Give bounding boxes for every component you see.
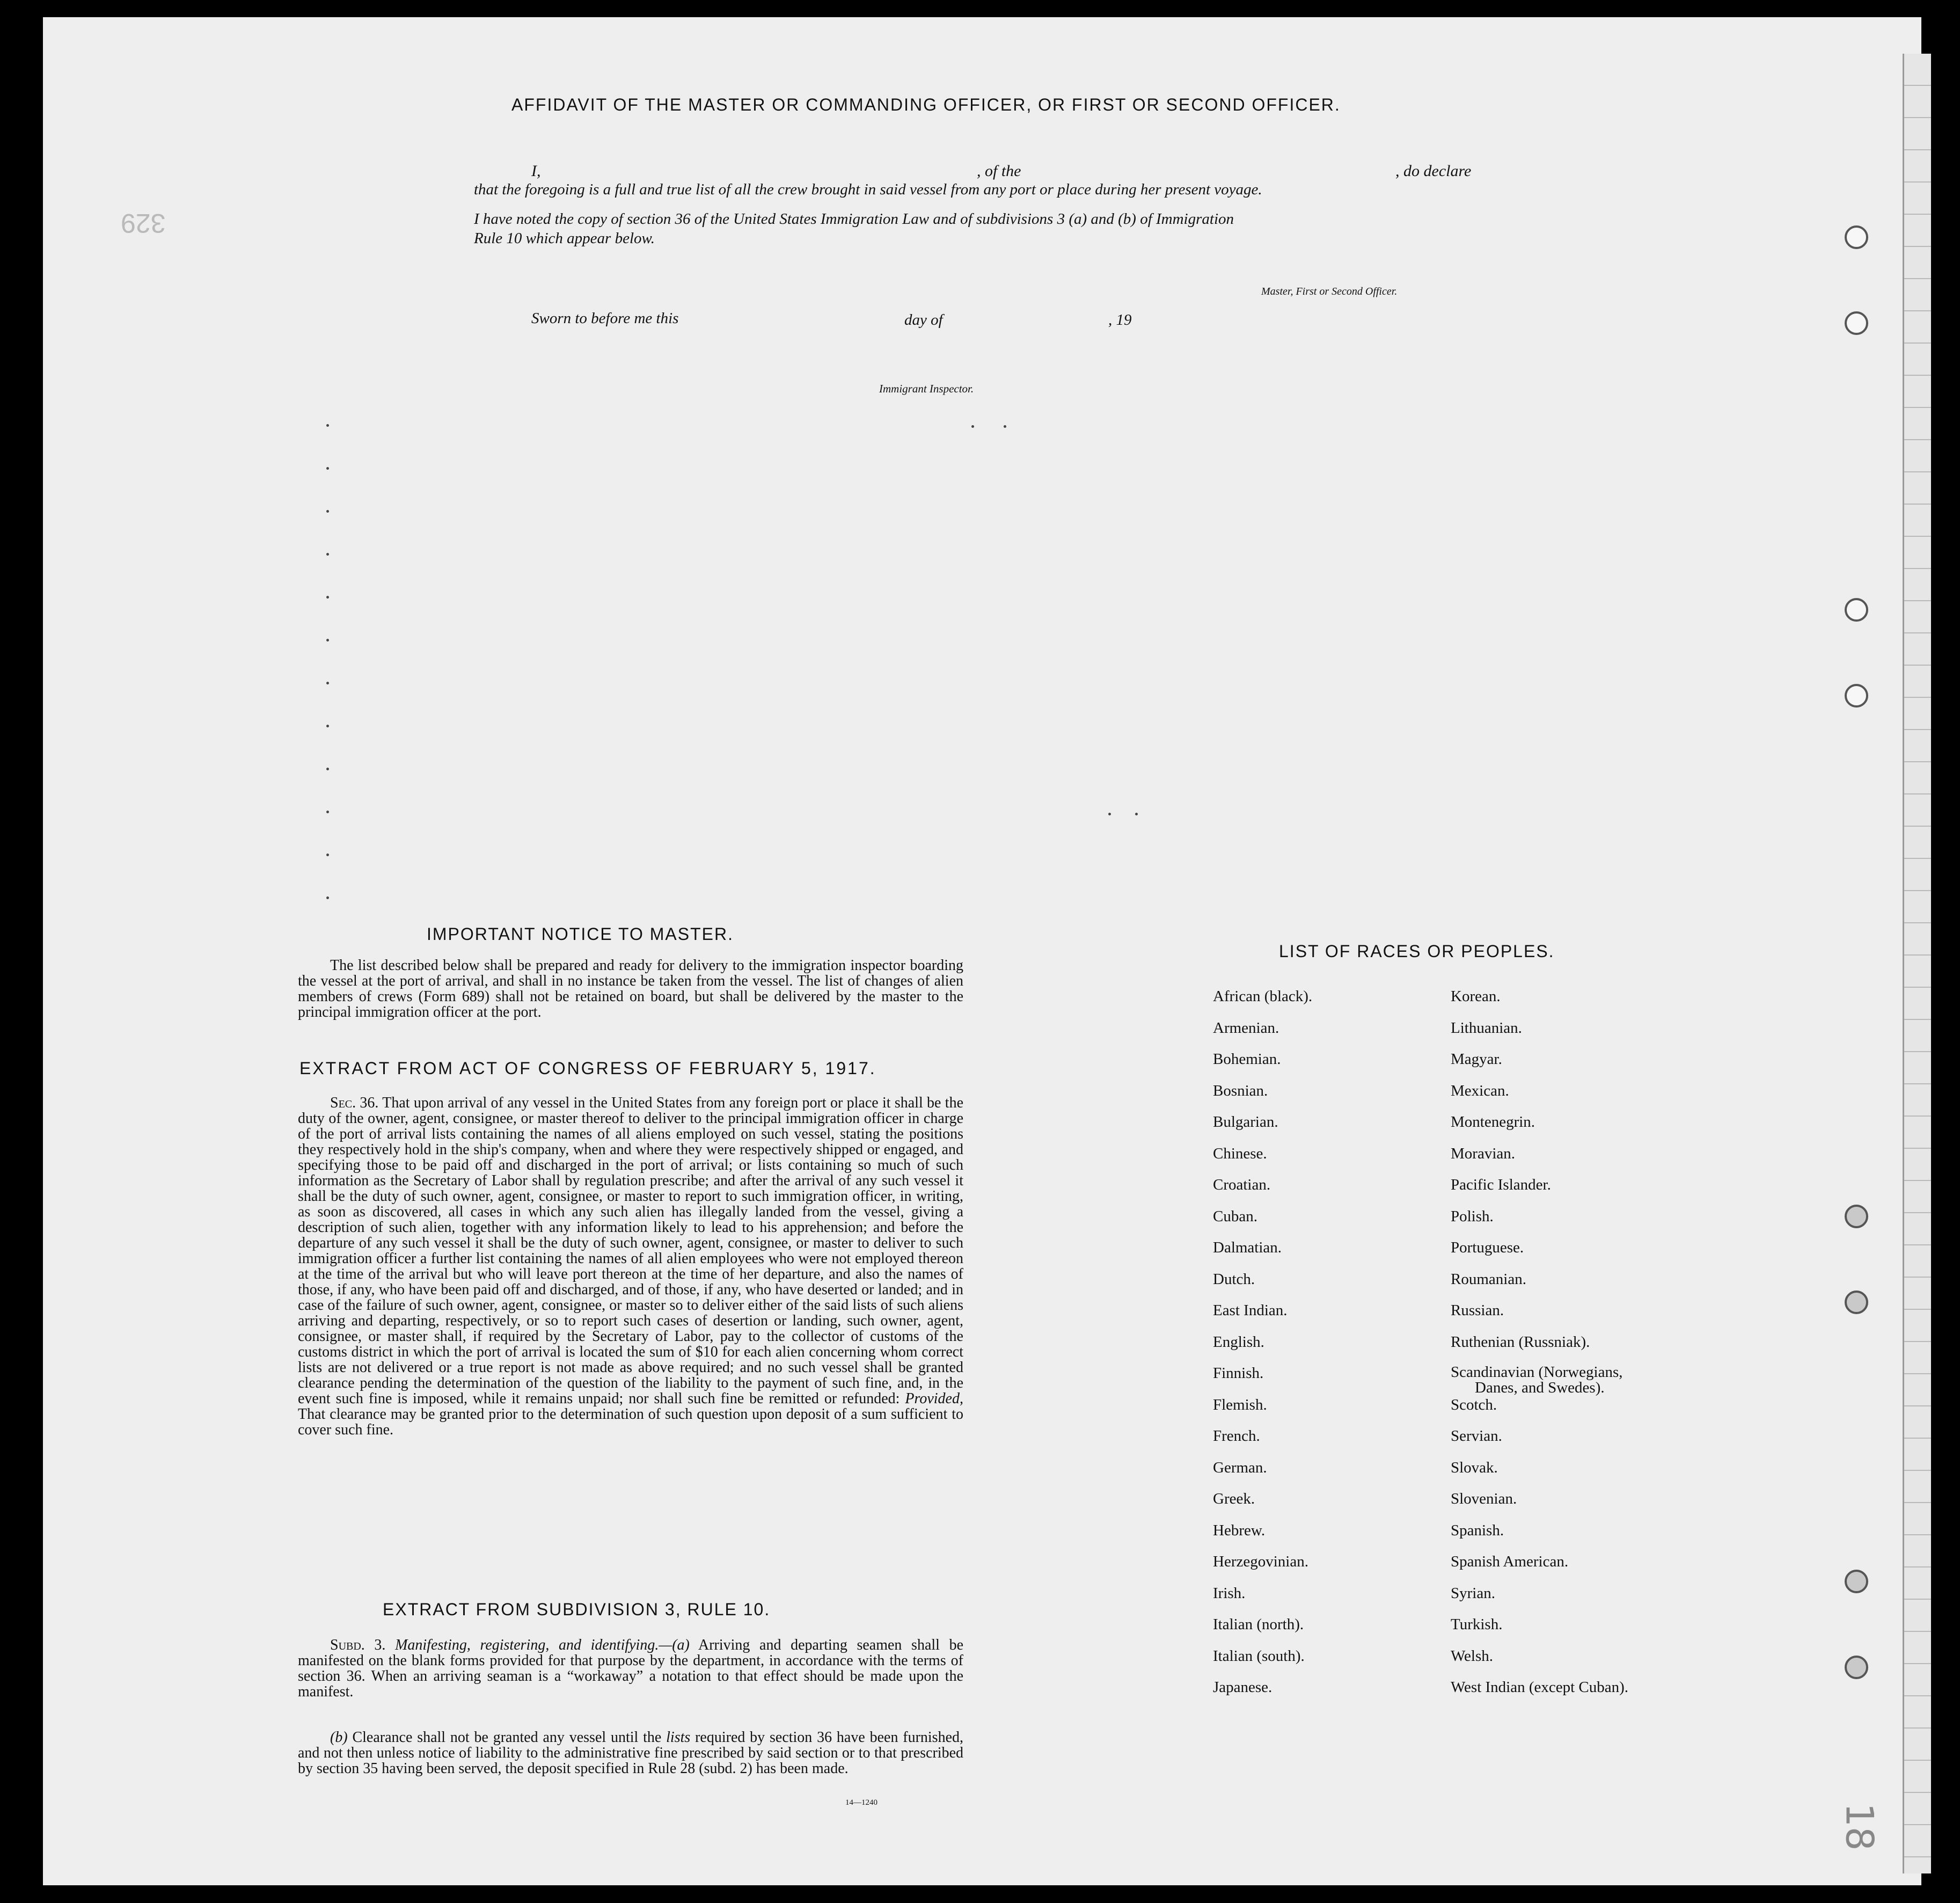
race-item: Dutch. — [1213, 1270, 1255, 1288]
punch-hole-8 — [1845, 1656, 1868, 1679]
race-item: Moravian. — [1451, 1144, 1515, 1162]
rule-extract-text-b — [298, 1730, 963, 1776]
race-item: Dalmatian. — [1213, 1239, 1282, 1256]
subd-3-label: Subd. 3. — [330, 1637, 386, 1653]
race-item: Korean. — [1451, 988, 1501, 1005]
race-item: Portuguese. — [1451, 1239, 1524, 1256]
race-item: Syrian. — [1451, 1584, 1495, 1602]
speck-dot — [326, 768, 329, 770]
race-item: Russian. — [1451, 1302, 1504, 1319]
punch-hole-6 — [1845, 1290, 1868, 1314]
master-signature-label: Master, First or Second Officer. — [1261, 286, 1398, 297]
form-code: 14—1240 — [845, 1798, 877, 1807]
punch-hole-1 — [1845, 225, 1868, 249]
year-label: , 19 — [1108, 311, 1132, 329]
rule-text-b1: Clearance shall not be granted any vessel until the — [352, 1729, 662, 1746]
speck-dot — [1004, 425, 1006, 428]
left-margin-stamp: 329 — [121, 208, 166, 238]
race-item: Slovak. — [1451, 1459, 1498, 1476]
race-item: Scandinavian (Norwegians, — [1451, 1364, 1623, 1381]
speck-dot — [326, 510, 329, 513]
race-item: Irish. — [1213, 1584, 1246, 1602]
race-item: Pacific Islander. — [1451, 1176, 1551, 1193]
act-extract-title: EXTRACT FROM ACT OF CONGRESS OF FEBRUARY 5, 1917. — [299, 1059, 876, 1078]
race-item: Flemish. — [1213, 1396, 1267, 1413]
race-item: Polish. — [1451, 1207, 1494, 1225]
race-item: Bosnian. — [1213, 1082, 1268, 1099]
speck-dot — [326, 811, 329, 813]
race-item: Lithuanian. — [1451, 1019, 1522, 1037]
race-item: Magyar. — [1451, 1051, 1502, 1068]
race-item: Armenian. — [1213, 1019, 1279, 1037]
binding-edge — [1903, 54, 1931, 1873]
race-item: Ruthenian (Russniak). — [1451, 1333, 1590, 1351]
sec-36-label: Sec. 36. — [330, 1095, 379, 1111]
speck-dot — [326, 553, 329, 556]
affidavit-line-3: I have noted the copy of section 36 of the United States Immigration Law and of subdivisions 3 (a) and (b) of Immigration — [474, 210, 1234, 228]
punch-hole-3 — [1845, 598, 1868, 622]
affidavit-of-the: , of the — [977, 162, 1021, 180]
speck-dot — [1108, 813, 1111, 815]
speck-dot — [1135, 813, 1138, 815]
race-item: Scotch. — [1451, 1396, 1497, 1413]
race-item-scandinavian — [1451, 1365, 1628, 1396]
day-of-label: day of — [904, 311, 943, 329]
race-item: East Indian. — [1213, 1302, 1288, 1319]
race-item: Montenegrin. — [1451, 1113, 1535, 1131]
race-item: Italian (north). — [1213, 1616, 1304, 1633]
race-item: English. — [1213, 1333, 1264, 1351]
provided-word: Provided, — [905, 1390, 963, 1407]
speck-dot — [326, 596, 329, 599]
act-extract-text — [298, 1095, 963, 1438]
speck-dot — [326, 682, 329, 684]
race-item: Roumanian. — [1451, 1270, 1526, 1288]
races-left-column — [1213, 988, 1312, 1710]
race-item: Spanish. — [1451, 1521, 1504, 1539]
notice-title: IMPORTANT NOTICE TO MASTER. — [427, 924, 734, 944]
speck-dot — [326, 639, 329, 641]
race-item: Japanese. — [1213, 1679, 1272, 1696]
affidavit-line-2: that the foregoing is a full and true list of all the crew brought in said vessel from any port or place during her present voyage. — [474, 181, 1262, 198]
act-text-end: That clearance may be granted prior to the determination of such question upon deposit of a sum sufficient to cover such fine. — [298, 1406, 963, 1438]
act-text-body: That upon arrival of any vessel in the United States from any foreign port or place it shall be the duty of the owner, agent, consignee, or master thereof to deliver to the principal immigration officer in charge of the port of arrival lists containing the names of all aliens employed on such vessel, stating the positions they respectively hold in the ship's company, when and where they were respectively shipped or engaged, and specifying those to be paid off and discharged in the port of arrival; or lists containing so much of such information as the Secretary of Labor shall by regulation prescribe; and after the arrival of any such vessel it shall be the duty of such owner, agent, consignee, or master to report to such immigration officer, in writing, as soon as discovered, all cases in which any such alien has illegally landed from the vessel, giving a description of such alien, together with any information likely to lead to his apprehension; and before the departure of any such vessel it shall be the duty of such owner, agent, consignee, or master to deliver to such immigration officer a further list containing the names of all alien employees who were not employed thereon at the time of the arrival but who will leave port thereon at the time of her departure, and also the names of those, if any, who have been paid off and discharged, and of those, if any, who have deserted or landed; and in case of the failure of such owner, agent, consignee, or master so to deliver either of the said lists of such aliens arriving and departing, respectively, or so to report such cases of desertion or landing, such owner, agent, consignee, or master shall, if required by the Secretary of Labor, pay to the collector of customs of the customs district in which the port of arrival is located the sum of $10 for each alien concerning whom correct lists are not delivered or a true report is not made as above required; and no such vessel shall be granted clearance pending the determination of the question of the liability to the payment of such fine, and, in the event such fine is imposed, while it remains unpaid; nor shall such fine be remitted or refunded: — [298, 1095, 963, 1407]
rule-extract-title: EXTRACT FROM SUBDIVISION 3, RULE 10. — [383, 1600, 771, 1619]
subd-heading: Manifesting, registering, and identifying.—(a) — [395, 1637, 690, 1653]
affidavit-i-label: I, — [531, 162, 541, 180]
affidavit-line-4: Rule 10 which appear below. — [474, 230, 655, 247]
races-title: LIST OF RACES OR PEOPLES. — [1279, 942, 1555, 961]
race-item: Hebrew. — [1213, 1521, 1266, 1539]
race-item: Mexican. — [1451, 1082, 1509, 1099]
notice-text-body: The list described below shall be prepared and ready for delivery to the immigration inspector boarding the vessel at the port of arrival, and shall in no instance be taken from the vessel. The list of changes of alien members of crews (Form 689) shall not be retained on board, but shall be delivered by the master to the principal immigration officer at the port. — [298, 957, 963, 1020]
rule-text-a: Arriving and departing seamen shall be manifested on the blank forms provided for that purpose by the department, in accordance with the terms of section 36. When an arriving seaman is a “workaway” a notation to that effect should be made upon the manifest. — [298, 1637, 964, 1700]
speck-dot — [326, 854, 329, 856]
speck-dot — [326, 467, 329, 470]
race-item: Turkish. — [1451, 1616, 1503, 1633]
race-item: Slovenian. — [1451, 1490, 1517, 1507]
race-item: Cuban. — [1213, 1207, 1257, 1225]
notice-text — [298, 958, 963, 1020]
race-item: Bulgarian. — [1213, 1113, 1278, 1131]
speck-dot — [326, 424, 329, 427]
race-item: Italian (south). — [1213, 1647, 1305, 1665]
race-item: Greek. — [1213, 1490, 1255, 1507]
race-item: West Indian (except Cuban). — [1451, 1679, 1629, 1696]
race-item: Croatian. — [1213, 1176, 1271, 1193]
speck-dot — [971, 425, 974, 428]
rule-extract-text-a — [298, 1637, 963, 1700]
punch-hole-7 — [1845, 1570, 1868, 1593]
races-right-column — [1451, 988, 1628, 1710]
race-item: Spanish American. — [1451, 1553, 1569, 1570]
punch-hole-5 — [1845, 1205, 1868, 1228]
affidavit-do-declare: , do declare — [1395, 162, 1472, 180]
race-item: Herzegovinian. — [1213, 1553, 1308, 1570]
rule-text-b2: required by section 36 have been furnished, and not then unless notice of liability to the administrative fine prescribed by said section or to that prescribed by section 35 having been served, the deposit specified in Rule 28 (subd. 2) has been made. — [298, 1729, 964, 1777]
race-item: Bohemian. — [1213, 1051, 1281, 1068]
lists-word: lists — [666, 1729, 691, 1746]
sworn-label: Sworn to before me this — [531, 310, 679, 327]
punch-hole-4 — [1845, 684, 1868, 708]
speck-dot — [326, 725, 329, 727]
race-item: Finnish. — [1213, 1365, 1264, 1382]
page-number: 18 — [1837, 1803, 1882, 1851]
race-item: Welsh. — [1451, 1647, 1494, 1665]
race-item: German. — [1213, 1459, 1267, 1476]
affidavit-title: AFFIDAVIT OF THE MASTER OR COMMANDING OFFICER, OR FIRST OR SECOND OFFICER. — [511, 95, 1341, 114]
race-item: French. — [1213, 1427, 1260, 1445]
b-label: (b) — [330, 1729, 348, 1746]
race-item-continuation: Danes, and Swedes). — [1475, 1379, 1605, 1396]
race-item: Chinese. — [1213, 1144, 1267, 1162]
speck-dot — [326, 896, 329, 899]
inspector-label: Immigrant Inspector. — [879, 382, 974, 395]
race-item: African (black). — [1213, 988, 1313, 1005]
document-sheet — [43, 17, 1921, 1885]
punch-hole-2 — [1845, 311, 1868, 335]
race-item: Servian. — [1451, 1427, 1502, 1445]
